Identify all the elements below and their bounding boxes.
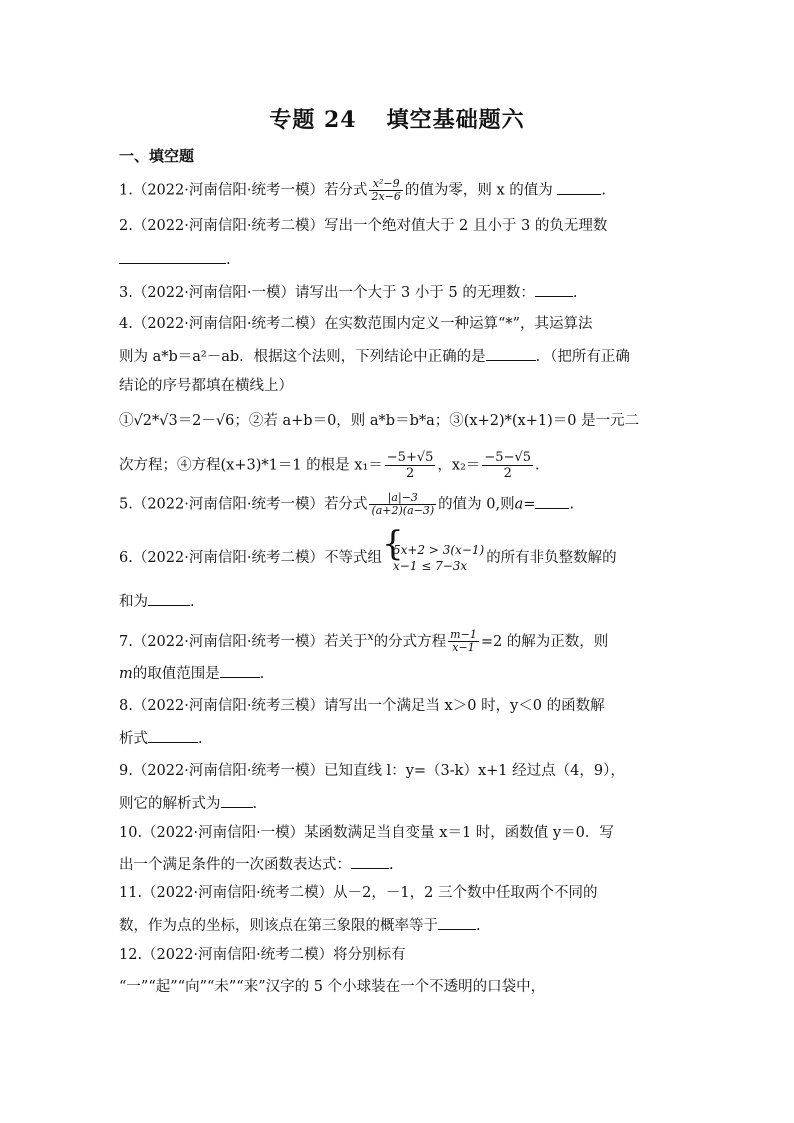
q4-text-line-4: ；②若 a+b＝0，则 a*b＝b*a；③(x+2)*(x+1)＝0 是一元二 [234, 413, 640, 429]
answer-blank[interactable] [220, 663, 260, 678]
question-6-line-2 [119, 591, 195, 612]
q6-text-2: 的所有非负整数解的 [486, 550, 617, 566]
q1-fraction-denominator: 2x−6 [371, 190, 401, 203]
q4-root-2-denominator: 2 [503, 466, 512, 481]
answer-blank[interactable] [438, 915, 476, 930]
q5-text: 5.（2022·河南信阳·统考一模）若分式 [119, 496, 368, 513]
q6-tail: . [190, 594, 195, 610]
q6-inequality-system [384, 542, 484, 574]
question-2 [119, 216, 607, 236]
title-topic-number: 专题 24 [269, 107, 357, 133]
q4-sqrt-2: √2 [133, 413, 152, 429]
question-8 [119, 696, 605, 716]
q5-fraction-denominator: (a+2)(a−3) [371, 504, 435, 517]
q10-text: 10.（2022·河南信阳·一模）某函数满足当自变量 x＝1 时，函数值 y＝0．写 [119, 825, 614, 841]
answer-blank[interactable] [351, 854, 389, 869]
q7-text-line-2: 的取值范围是 [132, 666, 220, 682]
q3-tail: . [572, 285, 578, 301]
q2-tail: . [226, 252, 231, 268]
q5-fraction-numerator: |a|−3 [369, 492, 436, 505]
q4-root-2-numerator: −5−√5 [484, 450, 532, 465]
answer-blank[interactable] [557, 180, 601, 195]
q8-text-line-2: 析式 [119, 731, 148, 747]
question-3 [119, 282, 577, 303]
q3-text: 3.（2022·河南信阳·一模）请写出一个大于 3 小于 5 的无理数： [119, 285, 535, 301]
q6-inequality-1: { 5x+2 > 3(x−1) [392, 543, 485, 557]
question-2-line-2 [119, 249, 231, 270]
q4-sqrt-6: √6 [215, 413, 235, 429]
question-4-line-4 [119, 411, 639, 431]
answer-blank[interactable] [148, 591, 190, 606]
q12-text: 12.（2022·河南信阳·统考二模）将分别标有 [119, 947, 406, 963]
section-heading: 一、填空题 [119, 147, 195, 165]
question-4-line-3 [119, 376, 293, 396]
question-12 [119, 945, 406, 965]
q4-root-1-numerator: −5+√5 [386, 450, 434, 465]
q1-text: 1.（2022·河南信阳·统考一模）若分式 [119, 182, 368, 199]
question-4-line-2 [119, 346, 630, 367]
q7-fraction [448, 629, 479, 654]
question-1 [119, 178, 606, 203]
q11-text-line-2: 数，作为点的坐标，则该点在第三象限的概率等于 [119, 918, 438, 934]
q7-text-2: 的分式方程 [373, 633, 447, 650]
q4-sqrt-3: √3 [159, 413, 178, 429]
q6-text-line-2: 和为 [119, 594, 148, 610]
q4-tail: . [535, 457, 540, 474]
q1-text-2: 的值为零，则 x 的值为 [404, 182, 558, 199]
q7-text-3: =2 的解为正数，则 [480, 633, 609, 650]
q7-fraction-denominator: x−1 [452, 641, 475, 655]
question-7 [119, 627, 608, 654]
title-topic-name: 填空基础题六 [386, 107, 525, 133]
q9-text-line-2: 则它的解析式为 [119, 796, 221, 812]
answer-blank[interactable] [119, 249, 226, 264]
q4-equals: ＝2－ [177, 413, 216, 429]
question-9 [119, 761, 625, 781]
q1-fraction-numerator: x²−9 [369, 178, 402, 191]
q10-text-line-2: 出一个满足条件的一次函数表达式： [119, 857, 351, 873]
question-10-line-2 [119, 854, 394, 875]
question-4 [119, 314, 593, 334]
q7-variable-x: x [367, 630, 374, 643]
question-12-line-2 [119, 977, 545, 997]
q10-tail: . [389, 857, 394, 873]
answer-blank[interactable] [535, 282, 573, 297]
q4-star: * [151, 413, 160, 429]
question-11 [119, 883, 597, 903]
q4-text-line-3: 结论的序号都填在横线上） [119, 378, 293, 394]
q12-text-line-2: “一”“起”“向”“未”“来”汉字的 5 个小球装在一个不透明的口袋中， [119, 979, 546, 995]
question-6 [119, 542, 617, 574]
q9-tail: . [252, 796, 258, 812]
question-4-line-5 [119, 450, 540, 481]
q1-tail: . [601, 182, 606, 199]
q6-text: 6.（2022·河南信阳·统考二模）不等式组 [119, 550, 382, 566]
q4-root-1-fraction [385, 450, 436, 481]
q8-text: 8.（2022·河南信阳·统考三模）请写出一个满足当 x＞0 时，y＜0 的函数解 [119, 698, 605, 714]
question-5 [119, 492, 574, 517]
question-7-line-2 [119, 663, 264, 684]
q4-text-line-1: 4.（2022·河南信阳·统考二模）在实数范围内定义一种运算“*”，其运算法 [119, 316, 593, 332]
q6-inequality-2: x−1 ≤ 7−3x [392, 559, 468, 573]
q5-tail: . [569, 496, 575, 513]
q8-tail: . [198, 731, 203, 747]
q5-fraction [369, 492, 436, 517]
q2-text: 2.（2022·河南信阳·统考二模）写出一个绝对值大于 2 且小于 3 的负无理数 [119, 218, 608, 234]
answer-blank[interactable] [486, 346, 536, 361]
q11-tail: . [476, 918, 481, 934]
page-title [0, 103, 794, 134]
q7-tail: . [259, 666, 265, 682]
answer-blank[interactable] [221, 793, 253, 808]
question-11-line-2 [119, 915, 481, 936]
q11-text: 11.（2022·河南信阳·统考二模）从－2，－1，2 三个数中任取两个不同的 [119, 885, 598, 901]
question-8-line-2 [119, 728, 203, 749]
q4-item-1: ① [119, 413, 134, 429]
q1-fraction [369, 178, 402, 203]
q9-text: 9.（2022·河南信阳·统考一模）已知直线 l：y=（3-k）x+1 经过点（4，9）， [119, 763, 625, 779]
q7-text: 7.（2022·河南信阳·统考一模）若关于 [119, 633, 368, 650]
q4-text-line-2: 则为 a*b＝a²－ab．根据这个法则，下列结论中正确的是 [119, 349, 486, 365]
answer-blank[interactable] [148, 728, 198, 743]
question-9-line-2 [119, 793, 257, 814]
q4-root-1-denominator: 2 [405, 466, 415, 481]
q4-text-line-5: 次方程；④方程(x+3)*1＝1 的根是 x₁＝ [119, 457, 383, 474]
answer-blank[interactable] [535, 494, 569, 509]
q5-text-2: 的值为 0,则 [438, 496, 515, 513]
q7-variable-m: m [119, 666, 133, 682]
q5-equals: = [523, 496, 536, 513]
q5-variable: a [514, 496, 524, 513]
question-10 [119, 823, 614, 843]
q4-root-2-fraction [482, 450, 533, 481]
q4-text-line-5b: ，x₂＝ [437, 457, 481, 474]
q4-text-line-2b: ．（把所有正确 [535, 349, 630, 365]
q7-fraction-numerator: m−1 [450, 628, 477, 642]
